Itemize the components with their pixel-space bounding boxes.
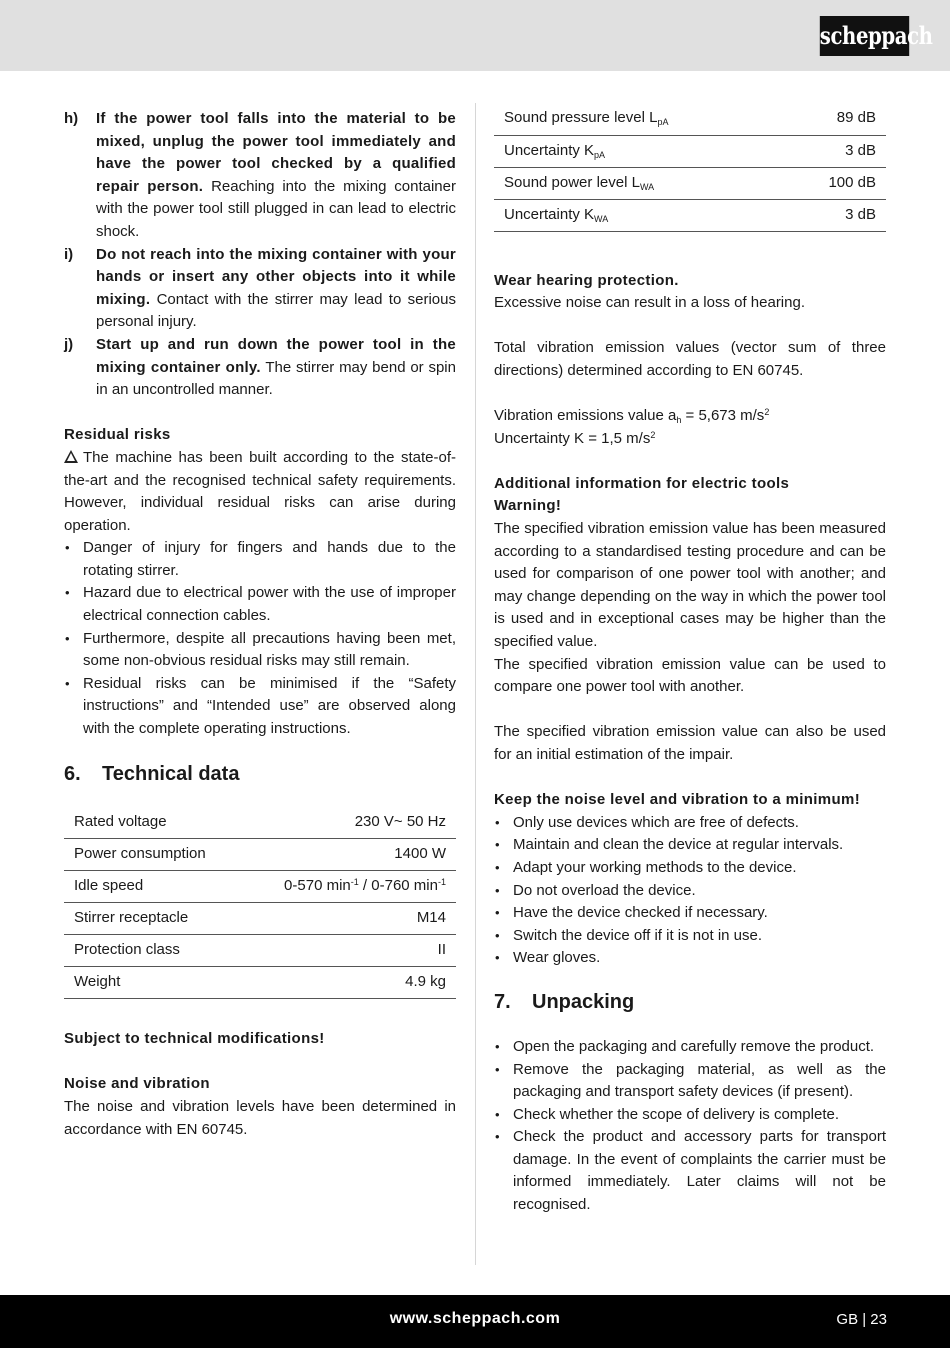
list-item: • Do not overload the device.	[494, 880, 886, 903]
spec-value: 100 dB	[781, 167, 886, 199]
unpacking-list	[494, 1036, 886, 1217]
spec-label: Uncertainty $K_{pA}$	[494, 135, 781, 167]
list-item: • Wear gloves.	[494, 947, 886, 970]
spec-label: Protection class	[64, 935, 242, 967]
spec-label: Stirrer receptacle	[64, 903, 242, 935]
spec-value: M14	[242, 903, 456, 935]
residual-risks-intro: The machine has been built according to the state-of-the-art and the recognised technical safety requirements. However, individual residual risks can arise during operation.	[64, 448, 456, 534]
list-item: • Check whether the scope of delivery is complete.	[494, 1104, 886, 1127]
column-divider	[475, 103, 476, 1265]
item-letter: i)	[64, 245, 74, 263]
right-column	[494, 103, 886, 1217]
item-bold: Do not reach into the mixing container with your hands or insert any other objects into it while mixing.	[96, 245, 456, 308]
item-bold: If the power tool falls into the material to be mixed, unplug the power tool immediately and have the power tool checked by a qualified repair person.	[96, 110, 456, 195]
list-item: • Hazard due to electrical power with the use of improper electrical connection cables.	[64, 582, 456, 627]
noise-vibration-heading: Noise and vibration	[64, 1075, 210, 1093]
section-heading-technical-data	[64, 761, 456, 787]
list-item	[64, 334, 456, 402]
spec-value: 3 dB	[781, 135, 886, 167]
list-item	[64, 108, 456, 244]
list-item	[64, 244, 456, 334]
spec-label: Idle speed	[64, 871, 242, 903]
list-item: • Only use devices which are free of defects.	[494, 812, 886, 835]
table-row	[494, 135, 886, 167]
spec-value: 89 dB	[781, 103, 886, 135]
table-row	[64, 807, 456, 839]
technical-data-table	[64, 807, 456, 1000]
vibration-total-text: Total vibration emission values (vector sum of three directions) determined according to EN 60745.	[494, 339, 886, 379]
spec-label: Uncertainty $K_{WA}$	[494, 199, 781, 231]
website-link[interactable]: www.scheppach.com	[389, 1310, 561, 1327]
list-item: • Check the product and accessory parts for transport damage. In the event of complaints the carrier must be informed immediately. Later claims will not be recognised.	[494, 1126, 886, 1216]
hearing-text: Excessive noise can result in a loss of hearing.	[494, 294, 805, 312]
section-heading-unpacking	[494, 989, 886, 1015]
section-number: 7.	[494, 990, 511, 1013]
section-title: Technical data	[102, 762, 240, 785]
spec-label: Sound pressure level $L_{pA}$	[494, 103, 781, 135]
table-row	[64, 903, 456, 935]
keep-minimum-heading: Keep the noise level and vibration to a minimum!	[494, 791, 861, 809]
vibration-value: Vibration emissions value $a_h = 5,673$ $m/s^2$	[494, 407, 770, 426]
warning-text: The specified vibration emission value has been measured according to a standardised testing procedure and can be used for comparison of one power tool with another; and may change depending on the way in which the power tool is used and in exceptional cases may be higher than the specified value.	[494, 520, 886, 650]
list-item: • Have the device checked if necessary.	[494, 902, 886, 925]
warning-text: The specified vibration emission value can also be used for an initial estimation of the impair.	[494, 723, 886, 763]
table-row	[64, 839, 456, 871]
table-row	[494, 199, 886, 231]
section-number: 6.	[64, 762, 81, 785]
spec-label: Weight	[64, 967, 242, 999]
spec-value: 3 dB	[781, 199, 886, 231]
spec-value: 4.9 kg	[242, 967, 456, 999]
item-bold: Start up and run down the power tool in the mixing container only.	[96, 335, 456, 376]
brand-logo: scheppach	[820, 16, 909, 56]
list-item: • Furthermore, despite all precautions having been met, some non-obvious residual risks may still remain.	[64, 628, 456, 673]
footer-bar	[0, 1295, 950, 1348]
residual-risks-heading: Residual risks	[64, 426, 171, 444]
table-row	[494, 103, 886, 135]
additional-info-heading: Additional information for electric tools	[494, 474, 790, 492]
table-row	[64, 871, 456, 903]
spec-label: Rated voltage	[64, 807, 242, 839]
spec-value: 1400 W	[242, 839, 456, 871]
item-letter: j)	[64, 335, 74, 353]
vibration-uncertainty: Uncertainty K = 1,5 $m/s^2$	[494, 429, 656, 447]
spec-label: Sound power level $L_{WA}$	[494, 167, 781, 199]
table-row	[494, 167, 886, 199]
list-item: • Remove the packaging material, as well as the packaging and transport safety devices (if present).	[494, 1059, 886, 1104]
table-row	[64, 935, 456, 967]
list-item: • Switch the device off if it is not in use.	[494, 925, 886, 948]
list-item: • Residual risks can be minimised if the “Safety instructions” and “Intended use” are observed along with the complete operating instructions.	[64, 673, 456, 741]
spec-value: 230 V~ 50 Hz	[242, 807, 456, 839]
table-row	[64, 967, 456, 999]
hearing-heading: Wear hearing protection.	[494, 271, 679, 289]
list-item: • Adapt your working methods to the device.	[494, 857, 886, 880]
item-text: Contact with the stirrer may lead to serious personal injury.	[96, 290, 456, 331]
item-text: The stirrer may bend or spin in an uncontrolled manner.	[96, 358, 456, 399]
warning-text: The specified vibration emission value can be used to compare one power tool with another.	[494, 655, 886, 696]
keep-minimum-list	[494, 812, 886, 970]
spec-value: 0-570 $\min^{-1} / 0-760$ $\min^{-1}$	[242, 871, 456, 903]
left-column	[64, 108, 456, 1141]
sound-data-table	[494, 103, 886, 232]
spec-value: II	[242, 935, 456, 967]
spec-label: Power consumption	[64, 839, 242, 871]
item-text: Reaching into the mixing container with the power tool still plugged in can lead to electric shock.	[96, 177, 456, 240]
page-number: GB | 23	[836, 1311, 887, 1328]
list-item: • Open the packaging and carefully remove the product.	[494, 1036, 886, 1059]
warning-triangle-icon	[64, 450, 78, 463]
residual-risks-list	[64, 537, 456, 740]
item-letter: h)	[64, 110, 79, 127]
list-item: • Maintain and clean the device at regular intervals.	[494, 834, 886, 857]
noise-vibration-text: The noise and vibration levels have been determined in accordance with EN 60745.	[64, 1097, 456, 1138]
header-bar	[0, 0, 950, 71]
section-title: Unpacking	[532, 990, 635, 1013]
subject-note: Subject to technical modifications!	[64, 1030, 325, 1048]
warning-label: Warning!	[494, 497, 562, 515]
list-item: • Danger of injury for fingers and hands due to the rotating stirrer.	[64, 537, 456, 582]
